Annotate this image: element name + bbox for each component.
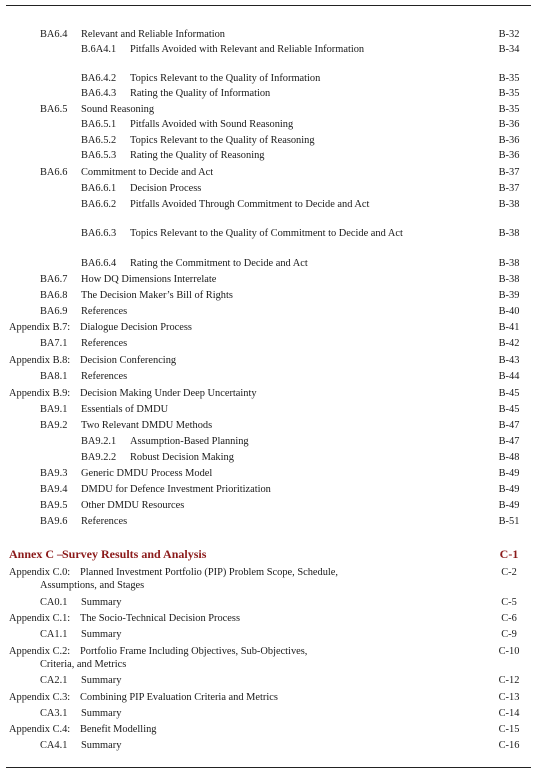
toc-entry-title: Planned Investment Portfolio (PIP) Problem Scope, Schedule, Assumptions, and Stages xyxy=(40,567,339,591)
toc-entry[interactable] xyxy=(0,337,529,350)
toc-entry-number: BA7.1 xyxy=(40,338,68,349)
toc-entry-number: B.6A4.1 xyxy=(81,44,117,55)
toc-entry-number: CA3.1 xyxy=(40,708,68,719)
toc-entry-title: Generic DMDU Process Model xyxy=(81,468,213,479)
toc-entry[interactable] xyxy=(0,166,529,179)
toc-entry-title: Other DMDU Resources xyxy=(81,500,185,511)
toc-entry[interactable] xyxy=(0,198,529,225)
toc-entry[interactable] xyxy=(0,451,529,464)
toc-entry-title: Rating the Quality of Reasoning xyxy=(130,150,265,161)
toc-entry-number: BA6.6 xyxy=(40,167,68,178)
toc-entry-title: References xyxy=(81,516,128,527)
toc-entry-title: Relevant and Reliable Information xyxy=(81,29,225,40)
toc-entry-title: Dialogue Decision Process xyxy=(80,322,192,333)
toc-entry-page: C-16 xyxy=(498,740,520,751)
toc-entry-page: B-35 xyxy=(498,88,520,99)
toc-entry-page: C-15 xyxy=(498,724,520,735)
toc-entry-page: B-34 xyxy=(498,44,520,55)
annex-heading[interactable] xyxy=(0,547,529,560)
toc-entry-page: B-44 xyxy=(498,371,520,382)
toc-entry-title: Essentials of DMDU xyxy=(81,404,169,415)
toc-entry[interactable] xyxy=(0,305,529,318)
toc-entry-number: BA6.6.1 xyxy=(81,183,117,194)
toc-entry-number: BA9.2.1 xyxy=(81,436,117,447)
toc-entry-number: CA2.1 xyxy=(40,675,68,686)
toc-entry[interactable] xyxy=(0,118,529,131)
toc-entry-page: B-49 xyxy=(498,500,520,511)
toc-entry-title: The Decision Maker’s Bill of Rights xyxy=(81,290,233,301)
toc-entry-title: Decision Making Under Deep Uncertainty xyxy=(80,388,257,399)
toc-entry-title: Topics Relevant to the Quality of Commitment to Decide and Act xyxy=(130,228,403,239)
toc-entry-title: Survey Results and Analysis xyxy=(62,547,207,561)
toc-entry[interactable] xyxy=(0,289,529,302)
toc-entry-number: BA8.1 xyxy=(40,371,68,382)
toc-entry-number: BA6.6.3 xyxy=(81,228,117,239)
toc-entry-title: Combining PIP Evaluation Criteria and Metrics xyxy=(80,692,278,703)
toc-entry-title: Sound Reasoning xyxy=(81,104,155,115)
toc-entry-page: B-38 xyxy=(498,199,520,210)
toc-entry-title: Pitfalls Avoided with Relevant and Reliable Information xyxy=(130,44,365,55)
toc-entry-page: B-48 xyxy=(498,452,520,463)
toc-entry-title: Assumption-Based Planning xyxy=(130,436,249,447)
toc-entry-page: B-40 xyxy=(498,306,520,317)
toc-entry-title: Summary xyxy=(81,629,122,640)
toc-entry[interactable] xyxy=(0,596,529,609)
toc-entry-number: Appendix C.4: xyxy=(9,724,71,735)
toc-entry-number: BA9.2.2 xyxy=(81,452,117,463)
toc-entry[interactable] xyxy=(0,354,529,367)
toc-entry-page: B-45 xyxy=(498,388,520,399)
toc-entry-number: BA6.5.3 xyxy=(81,150,117,161)
toc-entry-title: Robust Decision Making xyxy=(130,452,234,463)
toc-entry-page: B-36 xyxy=(498,119,520,130)
toc-entry-page: B-39 xyxy=(498,290,520,301)
toc-entry-title: How DQ Dimensions Interrelate xyxy=(81,274,217,285)
toc-entry-page: B-38 xyxy=(498,258,520,269)
toc-entry[interactable] xyxy=(0,87,529,100)
toc-entry-number: BA9.4 xyxy=(40,484,68,495)
toc-entry-title: Pitfalls Avoided Through Commitment to Decide and Act xyxy=(130,199,370,210)
toc-entry-page: C-2 xyxy=(501,567,517,578)
toc-entry-page: C-9 xyxy=(501,629,517,640)
toc-entry-page: B-35 xyxy=(498,104,520,115)
toc-entry-page: C-14 xyxy=(498,708,520,719)
toc-entry-page: B-37 xyxy=(498,183,520,194)
toc-entry-page: B-36 xyxy=(498,150,520,161)
toc-entry-page: B-47 xyxy=(498,436,520,447)
toc-entry-number: BA6.5.1 xyxy=(81,119,117,130)
toc-entry-page: B-35 xyxy=(498,73,520,84)
toc-entry-page: C-1 xyxy=(499,547,519,561)
toc-entry-number: BA9.2 xyxy=(40,420,68,431)
toc-entry[interactable] xyxy=(0,707,529,720)
toc-entry-title: Commitment to Decide and Act xyxy=(81,167,214,178)
toc-entry-title: Two Relevant DMDU Methods xyxy=(81,420,213,431)
toc-entry[interactable] xyxy=(0,28,529,41)
toc-entry-title: Summary xyxy=(81,708,122,719)
toc-entry-number: BA6.6.2 xyxy=(81,199,117,210)
toc-entry-page: B-49 xyxy=(498,468,520,479)
toc-entry[interactable] xyxy=(0,628,529,641)
toc-entry-page: B-43 xyxy=(498,355,520,366)
toc-entry-title: Rating the Quality of Information xyxy=(130,88,271,99)
toc-entry[interactable] xyxy=(0,645,529,672)
toc-entry[interactable] xyxy=(0,515,529,528)
toc-entry-number: BA9.5 xyxy=(40,500,68,511)
toc-entry-page: B-32 xyxy=(498,29,520,40)
toc-entry-page: C-13 xyxy=(498,692,520,703)
toc-entry-number: CA0.1 xyxy=(40,597,68,608)
toc-entry-number: BA9.1 xyxy=(40,404,68,415)
toc-entry[interactable] xyxy=(0,483,529,496)
toc-entry[interactable] xyxy=(0,499,529,512)
toc-entry-title: Summary xyxy=(81,740,122,751)
bottom-rule xyxy=(6,767,531,768)
toc-entry[interactable] xyxy=(0,43,529,70)
toc-entry-page: B-38 xyxy=(498,274,520,285)
toc-entry-title: Topics Relevant to the Quality of Information xyxy=(130,73,321,84)
toc-entry-page: B-41 xyxy=(498,322,520,333)
toc-entry-page: C-10 xyxy=(498,646,520,657)
toc-entry-number: Appendix B.8: xyxy=(9,355,71,366)
toc-entry-page: B-51 xyxy=(498,516,520,527)
toc-entry-number: Appendix C.0: xyxy=(9,567,71,578)
toc-entry[interactable] xyxy=(0,321,529,334)
toc-entry-page: B-36 xyxy=(498,135,520,146)
toc-entry-page: C-12 xyxy=(498,675,520,686)
toc-entry-page: B-38 xyxy=(498,228,520,239)
toc-entry-number: BA6.4.3 xyxy=(81,88,117,99)
toc-entry-number: BA9.3 xyxy=(40,468,68,479)
toc-entry-title: DMDU for Defence Investment Prioritization xyxy=(81,484,271,495)
toc-entry-title: References xyxy=(81,338,128,349)
toc-entry[interactable] xyxy=(0,227,529,254)
toc-entry-page: B-49 xyxy=(498,484,520,495)
toc-entry-page: B-42 xyxy=(498,338,520,349)
toc-entry-title: Benefit Modelling xyxy=(80,724,157,735)
toc-entry-title: Decision Process xyxy=(130,183,202,194)
toc-entry-number: CA1.1 xyxy=(40,629,68,640)
toc-entry[interactable] xyxy=(0,674,529,687)
toc-entry-number: BA6.7 xyxy=(40,274,68,285)
toc-entry-number: BA6.4.2 xyxy=(81,73,117,84)
toc-entry[interactable] xyxy=(0,419,529,432)
toc-entry-title: References xyxy=(81,371,128,382)
toc-entry-number: BA6.6.4 xyxy=(81,258,117,269)
toc-entry[interactable] xyxy=(0,257,529,270)
toc-entry-number: BA6.5 xyxy=(40,104,68,115)
toc-entry[interactable] xyxy=(0,723,529,736)
toc-entry-title: The Socio-Technical Decision Process xyxy=(80,613,240,624)
toc-entry-number: Appendix C.2: xyxy=(9,646,71,657)
toc-entry-page: B-45 xyxy=(498,404,520,415)
toc-entry[interactable] xyxy=(0,182,529,195)
toc-entry[interactable] xyxy=(0,273,529,286)
toc-entry-number: BA6.8 xyxy=(40,290,68,301)
toc-entry[interactable] xyxy=(0,467,529,480)
toc-entry-title: Summary xyxy=(81,597,122,608)
toc-entry[interactable] xyxy=(0,739,529,752)
toc-entry-page: B-47 xyxy=(498,420,520,431)
toc-entry[interactable] xyxy=(0,566,529,593)
toc-entry[interactable] xyxy=(0,72,529,85)
toc-entry-title: Pitfalls Avoided with Sound Reasoning xyxy=(130,119,294,130)
toc-entry-number: CA4.1 xyxy=(40,740,68,751)
toc-entry[interactable] xyxy=(0,134,529,147)
toc-entry[interactable] xyxy=(0,103,529,116)
toc-entry-number: Appendix B.9: xyxy=(9,388,71,399)
toc-entry-title: Portfolio Frame Including Objectives, Sub-Objectives, Criteria, and Metrics xyxy=(40,646,308,670)
toc-entry[interactable] xyxy=(0,149,529,162)
top-rule xyxy=(6,5,531,6)
toc-entry-page: B-37 xyxy=(498,167,520,178)
toc-entry-page: C-5 xyxy=(501,597,517,608)
toc-entry[interactable] xyxy=(0,403,529,416)
toc-entry[interactable] xyxy=(0,612,529,625)
toc-entry-number: Annex C – xyxy=(9,547,64,561)
toc-entry-number: Appendix C.1: xyxy=(9,613,71,624)
toc-entry-number: BA6.4 xyxy=(40,29,68,40)
toc-entry-title: References xyxy=(81,306,128,317)
toc-entry[interactable] xyxy=(0,435,529,448)
toc-entry-number: BA9.6 xyxy=(40,516,68,527)
toc-entry-title: Topics Relevant to the Quality of Reasoning xyxy=(130,135,315,146)
toc-entry[interactable] xyxy=(0,370,529,383)
toc-entry-title: Rating the Commitment to Decide and Act xyxy=(130,258,308,269)
toc-entry-number: BA6.9 xyxy=(40,306,68,317)
toc-entry-number: Appendix C.3: xyxy=(9,692,71,703)
toc-entry-page: C-6 xyxy=(501,613,517,624)
toc-entry-title: Summary xyxy=(81,675,122,686)
toc-entry-number: BA6.5.2 xyxy=(81,135,117,146)
toc-entry-number: Appendix B.7: xyxy=(9,322,71,333)
toc-entry-title: Decision Conferencing xyxy=(80,355,177,366)
toc-entry[interactable] xyxy=(0,387,529,400)
toc-entry[interactable] xyxy=(0,691,529,704)
